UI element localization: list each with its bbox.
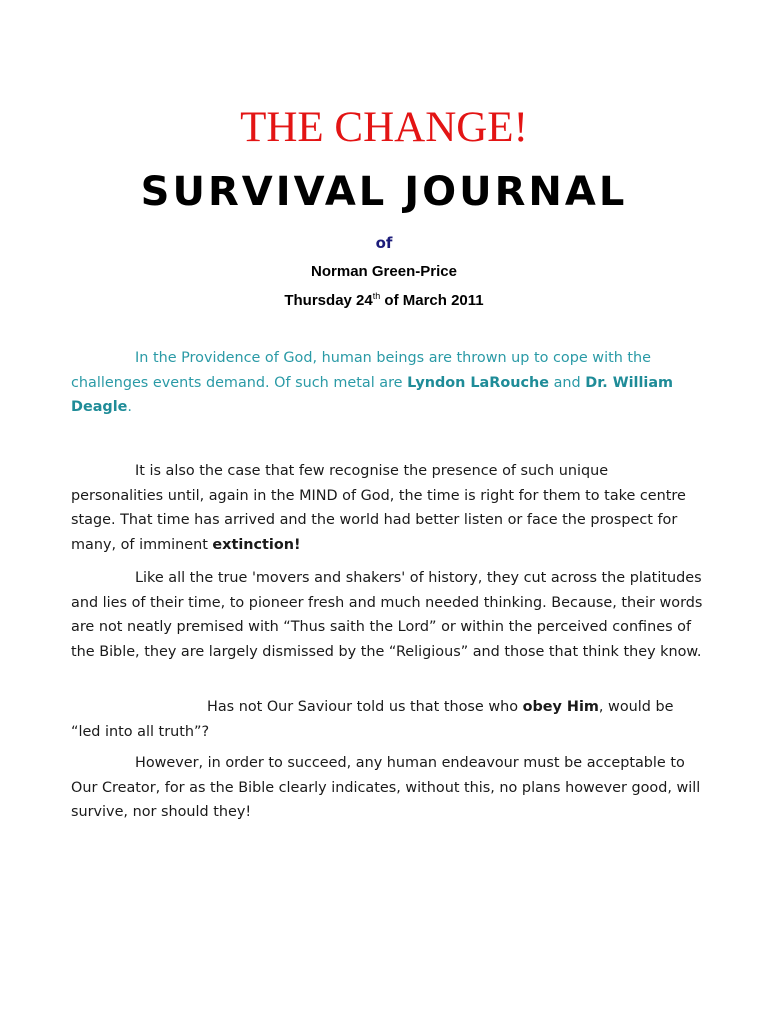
emphasis-obey-him: obey Him: [522, 699, 599, 715]
paragraph-2-text: It is also the case that few recognise the presence of such unique personalities until, again in the MIND of God, the time is right for them to take centre stage. That time has arrived and the world had better listen or face the prospect for many, of imminent: [71, 463, 686, 553]
paragraph-5-text: However, in order to succeed, any human endeavour must be acceptable to Our Creator, for as the Bible clearly indicates, without this, no plans however good, will survive, nor should they!: [71, 755, 701, 820]
paragraph-3: [71, 566, 703, 664]
paragraph-4-text: Has not Our Saviour told us that those who: [207, 699, 523, 715]
date-prefix: Thursday 24: [284, 292, 373, 309]
paragraph-4: [71, 695, 703, 744]
paragraph-intro: [71, 346, 703, 420]
paragraph-2: [71, 459, 703, 557]
author-name: Norman Green-Price: [311, 263, 457, 280]
document-title: THE CHANGE!: [240, 104, 528, 151]
date-ordinal-suffix: th: [372, 291, 381, 301]
paragraph-3-text: Like all the true 'movers and shakers' of history, they cut across the platitudes and lies of their time, to pioneer fresh and much needed thinking. Because, their words are not neatly premised with “Thus saith the Lord” or within the perceived confines of the Bible, they are largely dismissed by the “Religious” and those that think they know.: [71, 570, 703, 660]
paragraph-intro-and: and: [549, 374, 586, 391]
of-label: of: [375, 234, 393, 252]
document-subtitle: SURVIVAL JOURNAL: [140, 169, 628, 215]
date-rest: of March 2011: [380, 292, 484, 309]
emphasis-extinction: extinction!: [212, 536, 301, 553]
name-deagle: Dr. William Deagle: [71, 374, 674, 415]
paragraph-intro-end: .: [127, 399, 132, 415]
document-date: [0, 290, 768, 312]
paragraph-intro-text: In the Providence of God, human beings are thrown up to cope with the challenges events demand. Of such metal are: [71, 350, 652, 391]
paragraph-4-end: , would be “led into all truth”?: [71, 699, 674, 740]
name-larouche: Lyndon LaRouche: [407, 374, 550, 391]
paragraph-5: [71, 751, 703, 825]
